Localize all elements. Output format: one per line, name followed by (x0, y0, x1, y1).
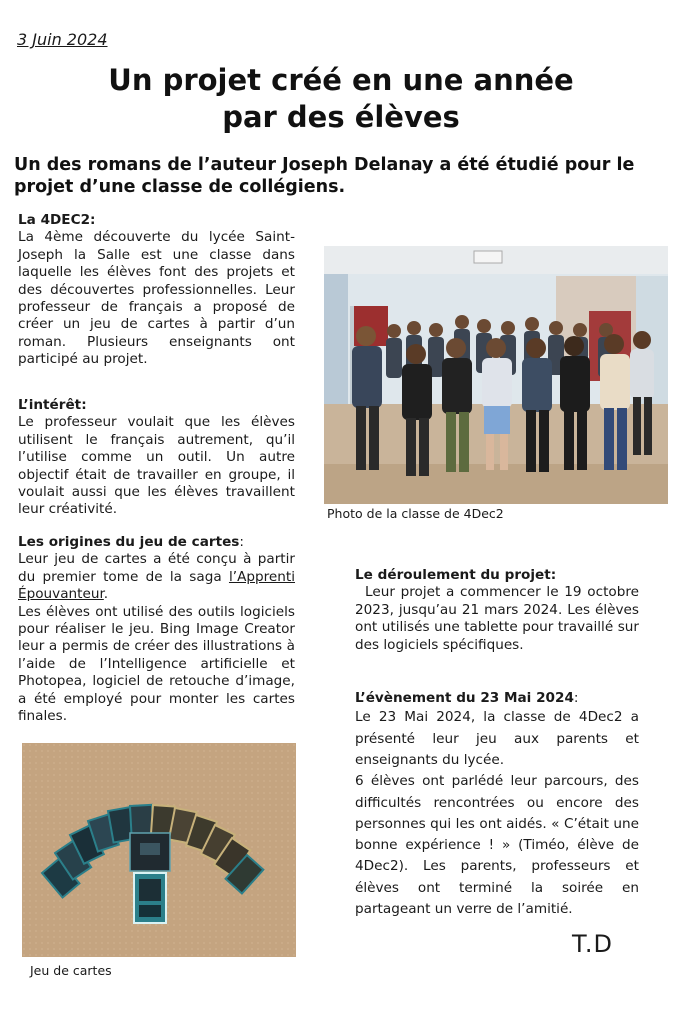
cards-photo-caption: Jeu de cartes (30, 963, 112, 978)
book-title: l’Apprenti Épouvanteur (18, 568, 295, 603)
section-text: Le professeur voulait que les élèves utilisent le français autrement, qu’il l’utilise comme un outil. Un autre objectif était de travailler en groupe, il voulait aussi que les élèves travaillent leur créativité. (18, 414, 295, 518)
title-line-2: par des élèves (222, 100, 460, 134)
section-evenement (355, 690, 639, 920)
section-heading: La 4DEC2: (18, 212, 96, 228)
section-heading: L’évènement du 23 Mai 2024: (355, 690, 579, 706)
article-subtitle: Un des romans de l’auteur Joseph Delanay a été étudié pour le projet d’une classe de collégiens. (14, 155, 635, 197)
section-text: La 4ème découverte du lycée Saint-Joseph la Salle est une classe dans laquelle les élèves font des projets et des découvertes professionnelles. Leur professeur de français a proposé de créer un jeu de cartes à partir d’un roman. Plusieurs enseignants ont participé au projet. (18, 229, 295, 368)
class-photo-caption: Photo de la classe de 4Dec2 (327, 506, 504, 521)
cards-photo-illustration (22, 743, 296, 957)
section-deroulement (355, 567, 639, 654)
section-4dec2 (18, 212, 295, 369)
section-heading: Les origines du jeu de cartes: (18, 534, 244, 550)
section-text: Le 23 Mai 2024, la classe de 4Dec2 a présenté leur jeu aux parents et enseignants du lycée. 6 élèves ont parlédé leur parcours, des difficultés rencontrées ou encore des personnes qui les ont aidés. « C’était une bonne expérience ! » (Timéo, élève de 4Dec2). Les parents, professeurs et élèves ont terminé la soirée en partageant un verre de l’amitié. (355, 709, 639, 918)
cards-photo (22, 743, 296, 957)
class-photo-illustration (324, 246, 668, 504)
section-text: Leur jeu de cartes a été conçu à partir du premier tome de la saga l’Apprenti Épouvanteur. Les élèves ont utilisé des outils logiciels pour réaliser le jeu. Bing Image Creator leur a permis de créer des illustrations à l’aide de l’Intelligence artificielle et Photopea, logiciel de retouche d’image, a été employé pour monter les cartes finales. (18, 551, 295, 725)
author-signature: T.D (572, 930, 613, 958)
class-photo (324, 246, 668, 504)
section-heading: L’intérêt: (18, 397, 87, 413)
title-line-1: Un projet créé en une année (108, 63, 574, 97)
article-title (0, 62, 682, 136)
section-heading: Le déroulement du projet: (355, 567, 557, 583)
section-text: Leur projet a commencer le 19 octobre 2023, jusqu’au 21 mars 2024. Les élèves ont utilisés une tablette pour travaillé sur des logiciels spécifiques. (355, 584, 639, 653)
section-origines (18, 534, 295, 725)
article-date: 3 Juin 2024 (17, 30, 108, 49)
section-interet (18, 397, 295, 519)
